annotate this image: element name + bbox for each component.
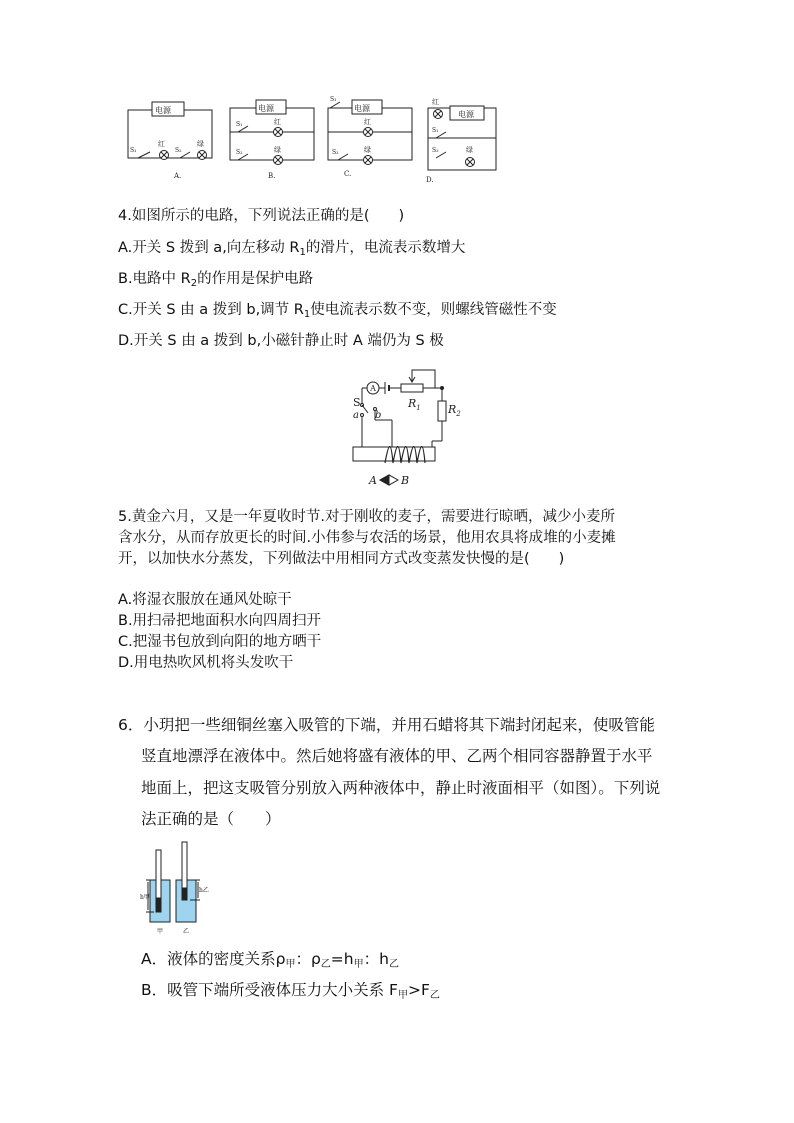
q4-option-b-pre: B.电路中 R <box>118 271 191 287</box>
panel-b-green-label: 绿 <box>274 146 281 154</box>
q6-option-a-mid3: ：h <box>363 950 389 968</box>
q5-option-c: C.把湿书包放到向阳的地方晒干 <box>118 634 322 650</box>
q4-option-b-sub: 2 <box>190 278 198 289</box>
r2-label <box>447 403 461 418</box>
panel-d-power-label: 电源 <box>458 110 474 119</box>
panel-a-s1-label: S₁ <box>130 147 137 154</box>
panel-a-power-label: 电源 <box>155 106 171 115</box>
panel-d-red-label: 红 <box>432 98 439 106</box>
panel-c-power-label: 电源 <box>354 104 370 113</box>
ammeter-label: A <box>370 384 376 393</box>
r1-letter: R <box>408 397 417 410</box>
container-jia-label: 甲 <box>157 928 164 935</box>
q6-option-a-mid2: =h <box>330 950 354 968</box>
h-yi-label: h乙 <box>199 887 209 894</box>
r2-letter: R <box>448 403 457 416</box>
q6-option-b-mid: >F <box>407 981 430 999</box>
switch-label: S <box>353 396 361 409</box>
q4-option-c-sub: 1 <box>303 309 311 320</box>
needle-end-b-label: B <box>401 474 410 487</box>
q6-option-a-sub2: 乙 <box>320 959 331 970</box>
container-yi-label: 乙 <box>183 928 190 935</box>
panel-b-s1-label: S₁ <box>236 121 243 128</box>
q4-option-b <box>118 269 313 294</box>
q6-option-a-mid1: ：ρ <box>295 950 321 968</box>
q6-stem-line-1: 6．小玥把一些细铜丝塞入吸管的下端，并用石蜡将其下端封闭起来，使吸管能 <box>118 716 655 734</box>
q6-option-b-pre: B．吸管下端所受液体压力大小关系 F <box>141 981 398 999</box>
panel-b-caption: B. <box>268 172 276 180</box>
q5-option-d: D.用电热吹风机将头发吹干 <box>118 655 294 671</box>
panel-a-green-label: 绿 <box>197 140 204 148</box>
q5-stem-line-1: 5.黄金六月，又是一年夏收时节.对于刚收的麦子，需要进行晾晒，减少小麦所 <box>118 509 615 525</box>
q4-option-a-post: 的滑片，电流表示数增大 <box>305 240 466 256</box>
panel-c-green-label: 绿 <box>364 146 371 154</box>
q4-option-c-pre: C.开关 S 由 a 拨到 b,调节 R <box>118 302 304 318</box>
q6-stem-line-3: 地面上，把这支吸管分别放入两种液体中，静止时液面相平（如图）。下列说 <box>141 779 661 797</box>
panel-d-green-label: 绿 <box>466 146 473 154</box>
q6-option-a-sub1: 甲 <box>285 959 296 970</box>
q6-option-a-pre: A．液体的密度关系ρ <box>141 950 286 968</box>
q4-option-c-post: 使电流表示数不变，则螺线管磁性不变 <box>310 302 557 318</box>
q4-option-a-sub: 1 <box>299 247 306 258</box>
q4-option-a-pre: A.开关 S 拨到 a,向左移动 R <box>118 240 300 256</box>
contact-a-label: a <box>353 410 359 421</box>
r2-sub: 2 <box>456 410 461 418</box>
q4-option-b-post: 的作用是保护电路 <box>197 271 314 287</box>
q6-option-a-sub3: 甲 <box>353 959 364 970</box>
panel-a-red-label: 红 <box>158 140 165 148</box>
contact-b-label: b <box>375 410 382 421</box>
panel-d-s2-label: S₂ <box>432 147 439 154</box>
panel-d-s1-label: S₁ <box>432 127 439 134</box>
panel-d-caption: D. <box>426 176 434 184</box>
panel-c-red-label: 红 <box>364 118 371 126</box>
r1-sub: 1 <box>416 404 421 412</box>
q6-option-b-sub2: 乙 <box>429 990 440 1001</box>
q5-option-a: A.将湿衣服放在通风处晾干 <box>118 592 292 608</box>
q4-option-d-pre: D.开关 S 由 a 拨到 b,小磁针静止时 A 端仍为 S 极 <box>118 333 444 349</box>
panel-c-caption: C. <box>344 170 352 178</box>
h-jia-label: h甲 <box>140 894 150 901</box>
panel-c-s1-label: S₁ <box>330 96 337 103</box>
q4-circuit-figure <box>345 365 461 490</box>
q6-option-b-sub1: 甲 <box>397 990 408 1001</box>
needle-end-a-label: A <box>369 474 377 487</box>
q4-option-a <box>118 238 465 263</box>
q6-option-a-sub4: 乙 <box>388 959 399 970</box>
q4-option-d <box>118 331 444 351</box>
q3-circuit-figure <box>118 96 508 186</box>
q6-stem-line-2: 竖直地漂浮在液体中。然后她将盛有液体的甲、乙两个相同容器静置于水平 <box>141 747 653 765</box>
q4-stem: 4.如图所示的电路，下列说法正确的是( ) <box>118 208 405 224</box>
q6-option-a <box>141 947 399 970</box>
q6-stem-line-4: 法正确的是（ ） <box>141 810 281 828</box>
q6-containers-figure <box>140 842 220 937</box>
panel-b-red-label: 红 <box>274 118 281 126</box>
q6-option-b <box>141 978 440 1001</box>
q5-stem-line-2: 含水分，从而存放更长的时间.小伟参与农活的场景，他用农具将成堆的小麦摊 <box>118 530 616 546</box>
q4-option-c <box>118 300 557 325</box>
panel-c-s2-label: S₂ <box>332 149 339 156</box>
panel-b-s2-label: S₂ <box>236 149 243 156</box>
r1-label <box>407 397 421 412</box>
q5-option-b: B.用扫帚把地面积水向四周扫开 <box>118 613 322 629</box>
panel-a-caption: A. <box>174 172 182 180</box>
panel-a-s2-label: S₂ <box>175 147 182 154</box>
panel-b-power-label: 电源 <box>258 104 274 113</box>
q5-stem-line-3: 开，以加快水分蒸发，下列做法中用相同方式改变蒸发快慢的是( ) <box>118 551 565 567</box>
